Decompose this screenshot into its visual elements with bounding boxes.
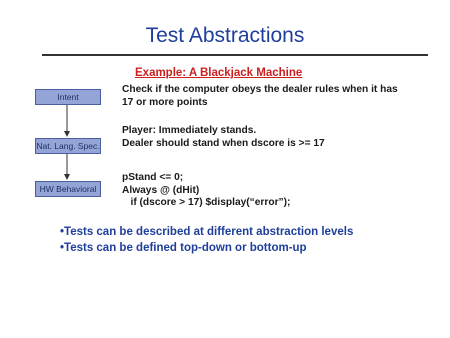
example-subtitle: Example: A Blackjack Machine — [135, 67, 303, 79]
takeaway-item — [60, 224, 353, 240]
code-line: if (dscore > 17) $display(“error”); — [122, 197, 291, 208]
takeaway-item — [60, 240, 353, 256]
takeaway-text: Tests can be described at different abstraction levels — [64, 226, 354, 238]
description-line: 17 or more points — [122, 96, 208, 108]
description-line: Check if the computer obeys the dealer rules when it has — [122, 84, 398, 95]
spec-description — [122, 125, 325, 150]
description-line: Dealer should stand when dscore is >= 17 — [122, 137, 325, 149]
behavioral-code — [122, 172, 290, 210]
level-box-hw-behavioral: HW Behavioral — [35, 181, 101, 197]
level-box-intent: Intent — [35, 89, 101, 105]
code-line: Always @ (dHit) — [122, 184, 200, 196]
takeaway-text: Tests can be defined top-down or bottom-up — [64, 242, 307, 254]
intent-description — [122, 84, 398, 109]
code-line: pStand <= 0; — [122, 172, 184, 183]
description-line: Player: Immediately stands. — [122, 125, 257, 136]
level-box-nat-lang-spec: Nat. Lang. Spec. — [35, 138, 101, 154]
takeaway-list — [60, 224, 353, 256]
slide-title: Test Abstractions — [145, 24, 305, 47]
